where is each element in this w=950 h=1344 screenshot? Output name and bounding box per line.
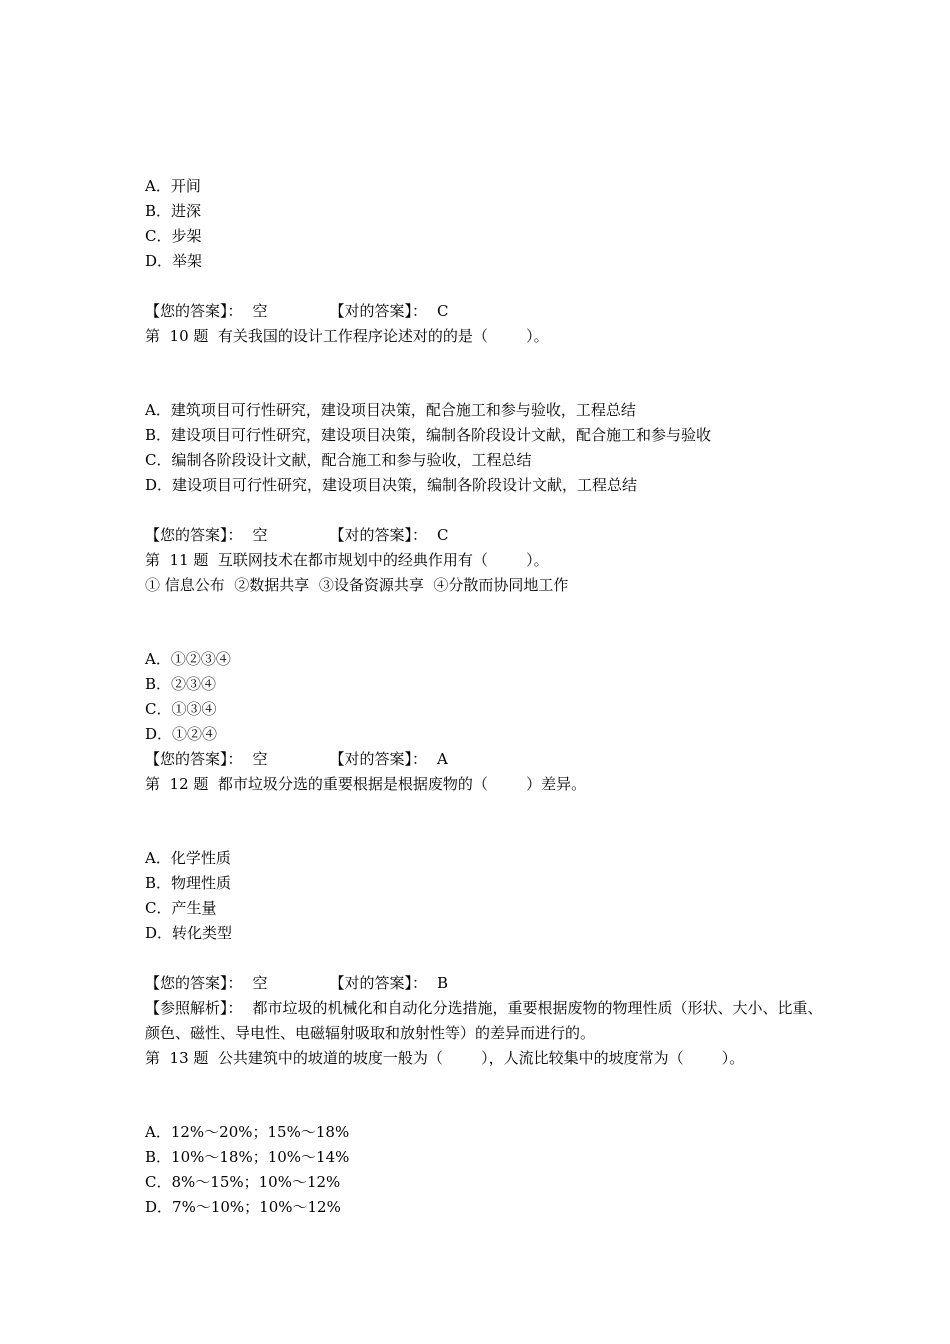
- q11-option-d: D．①②④: [145, 725, 218, 743]
- q9-option-b: B．进深: [145, 202, 202, 220]
- q11-title: 第 11 题 互联网技术在都市规划中的经典作用有（ ）。: [145, 551, 549, 569]
- q11-option-b: B．②③④: [145, 675, 217, 693]
- q11-answer-row: [145, 747, 825, 772]
- q10-title: 第 10 题 有关我国的设计工作程序论述对的的是（ ）。: [145, 327, 549, 345]
- q10-option-d: D．建设项目可行性研究，建设项目决策，编制各阶段设计文献，工程总结: [145, 476, 638, 494]
- your-answer-label: 【您的答案】：: [145, 750, 243, 768]
- q12-answer-row: [145, 971, 825, 996]
- q9-option-d: D．举架: [145, 252, 203, 270]
- q12-option-c: C．产生量: [145, 899, 217, 917]
- correct-answer-value: C: [437, 526, 449, 544]
- correct-answer-value: C: [437, 302, 449, 320]
- q12-option-b: B．物理性质: [145, 874, 232, 892]
- correct-answer-label: 【对的答案】：: [329, 974, 428, 992]
- q11-option-a: A．①②③④: [145, 650, 231, 668]
- correct-answer-label: 【对的答案】：: [329, 526, 428, 544]
- your-answer-label: 【您的答案】：: [145, 526, 243, 544]
- q10-option-b: B．建设项目可行性研究，建设项目决策，编制各阶段设计文献，配合施工和参与验收: [145, 426, 712, 444]
- q12-analysis: [145, 996, 825, 1046]
- q13-option-c: C．8%～15%；10%～12%: [145, 1173, 341, 1191]
- q10-option-a: A．建筑项目可行性研究，建设项目决策，配合施工和参与验收，工程总结: [145, 401, 636, 419]
- your-answer-value: 空: [252, 302, 268, 320]
- q12-title: 第 12 题 都市垃圾分选的重要根据是根据废物的（ ）差异。: [145, 775, 587, 793]
- your-answer-label: 【您的答案】：: [145, 974, 243, 992]
- q10-answer-row: [145, 523, 825, 548]
- q13-title: 第 13 题 公共建筑中的坡道的坡度一般为（ ），人流比较集中的坡度常为（ ）。: [145, 1049, 745, 1067]
- your-answer-value: 空: [252, 974, 268, 992]
- q13-option-d: D．7%～10%；10%～12%: [145, 1198, 341, 1216]
- q11-statements: ① 信息公布 ②数据共享 ③设备资源共享 ④分散而协同地工作: [145, 576, 569, 594]
- analysis-text: 都市垃圾的机械化和自动化分选措施，重要根据废物的物理性质（形状、大小、比重、颜色、磁性、导电性、电磁辐射吸取和放射性等）的差异而进行的。: [145, 999, 823, 1042]
- correct-answer-value: A: [437, 750, 448, 768]
- your-answer-label: 【您的答案】：: [145, 302, 243, 320]
- document-page: [145, 174, 825, 1220]
- q11-option-c: C．①③④: [145, 700, 217, 718]
- q9-option-c: C．步架: [145, 227, 202, 245]
- q12-option-a: A．化学性质: [145, 849, 231, 867]
- correct-answer-label: 【对的答案】：: [329, 750, 428, 768]
- correct-answer-label: 【对的答案】：: [329, 302, 428, 320]
- your-answer-value: 空: [252, 526, 268, 544]
- q13-option-b: B．10%～18%；10%～14%: [145, 1148, 350, 1166]
- q12-option-d: D．转化类型: [145, 924, 233, 942]
- q10-option-c: C．编制各阶段设计文献，配合施工和参与验收，工程总结: [145, 451, 532, 469]
- q9-option-a: A．开间: [145, 177, 201, 195]
- correct-answer-value: B: [437, 974, 449, 992]
- q9-answer-row: [145, 299, 825, 324]
- analysis-label: 【参照解析】：: [145, 999, 243, 1017]
- q13-option-a: A．12%～20%；15%～18%: [145, 1123, 350, 1141]
- your-answer-value: 空: [252, 750, 268, 768]
